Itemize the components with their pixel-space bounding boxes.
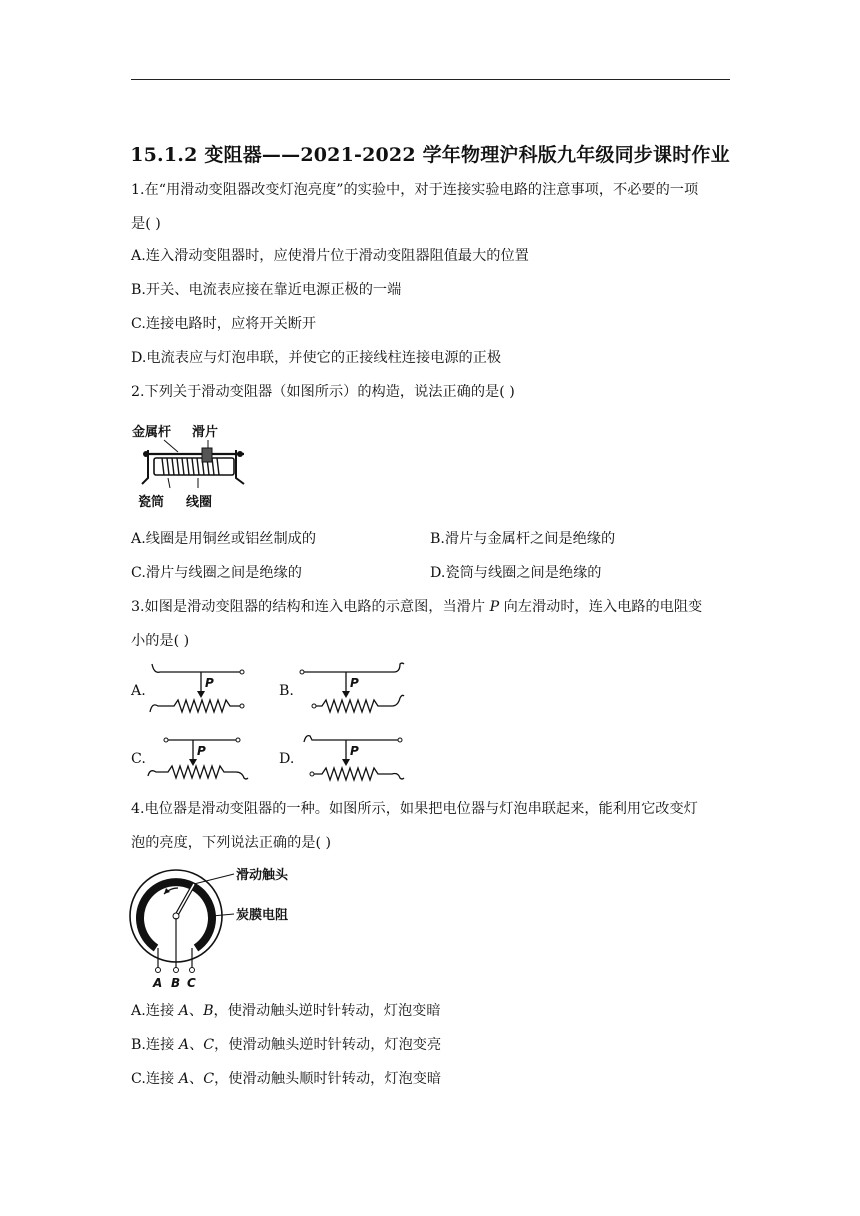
q3-stem-line2: 小的是( ) xyxy=(131,633,190,649)
label-coil: 线圈 xyxy=(186,495,213,510)
q2-option-a: A.线圈是用铜丝或铝丝制成的 xyxy=(131,531,317,547)
q3-option-c-label: C. xyxy=(131,751,146,767)
q3-circuit-a xyxy=(148,660,248,718)
q3-circuit-c xyxy=(146,734,250,784)
header-rule xyxy=(131,79,730,80)
terminal-a-label: A xyxy=(153,976,163,990)
q1-option-b: B.开关、电流表应接在靠近电源正极的一端 xyxy=(131,282,402,298)
q3-option-b-label: B. xyxy=(279,683,294,699)
page-title: 15.1.2 变阻器——2021-2022 学年物理沪科版九年级同步课时作业 xyxy=(130,144,730,166)
rheostat-figure xyxy=(128,418,258,513)
p-label: P xyxy=(197,744,206,758)
q3-var-p: P xyxy=(489,599,500,615)
q4-option-c: C.连接 A、C，使滑动触头顺时针转动，灯泡变暗 xyxy=(131,1071,442,1087)
potentiometer-figure xyxy=(126,862,316,992)
q4-option-a: A.连接 A、B，使滑动触头逆时针转动，灯泡变暗 xyxy=(131,1003,441,1019)
q2-option-d: D.瓷筒与线圈之间是绝缘的 xyxy=(430,565,602,581)
q1-stem-line2: 是( ) xyxy=(131,216,161,232)
label-metal-rod: 金属杆 xyxy=(132,425,172,440)
q2-option-b: B.滑片与金属杆之间是绝缘的 xyxy=(430,531,616,547)
q4-stem-line2: 泡的亮度，下列说法正确的是( ) xyxy=(131,835,332,851)
q1-option-a: A.连入滑动变阻器时，应使滑片位于滑动变阻器阻值最大的位置 xyxy=(131,248,529,264)
q4-stem-line1: 4.电位器是滑动变阻器的一种。如图所示，如果把电位器与灯泡串联起来，能利用它改变灯 xyxy=(131,801,698,817)
q1-option-c: C.连接电路时，应将开关断开 xyxy=(131,316,317,332)
q3-option-a-label: A. xyxy=(131,683,146,699)
q3-circuit-d xyxy=(296,732,408,784)
p-label: P xyxy=(205,676,214,690)
label-ceramic-tube: 瓷筒 xyxy=(138,495,165,510)
q3-stem-line1: 3.如图是滑动变阻器的结构和连入电路的示意图，当滑片 P 向左滑动时，连入电路的电阻变 xyxy=(131,599,703,615)
q2-option-c: C.滑片与线圈之间是绝缘的 xyxy=(131,565,302,581)
q1-option-d: D.电流表应与灯泡串联，并使它的正接线柱连接电源的正极 xyxy=(131,350,502,366)
terminal-b-label: B xyxy=(171,976,181,990)
q2-stem: 2.下列关于滑动变阻器（如图所示）的构造，说法正确的是( ) xyxy=(131,384,515,400)
terminal-c-label: C xyxy=(187,976,196,990)
q3-option-d-label: D. xyxy=(279,751,295,767)
label-sliding-contact: 滑动触头 xyxy=(236,868,289,883)
label-slider: 滑片 xyxy=(192,425,219,440)
p-label: P xyxy=(350,676,359,690)
label-carbon-film: 炭膜电阻 xyxy=(236,908,289,923)
q3-circuit-b xyxy=(296,660,408,718)
p-label: P xyxy=(350,744,359,758)
q4-option-b: B.连接 A、C，使滑动触头逆时针转动，灯泡变亮 xyxy=(131,1037,442,1053)
q1-stem-line1: 1.在“用滑动变阻器改变灯泡亮度”的实验中，对于连接实验电路的注意事项，不必要的一项 xyxy=(131,182,699,198)
